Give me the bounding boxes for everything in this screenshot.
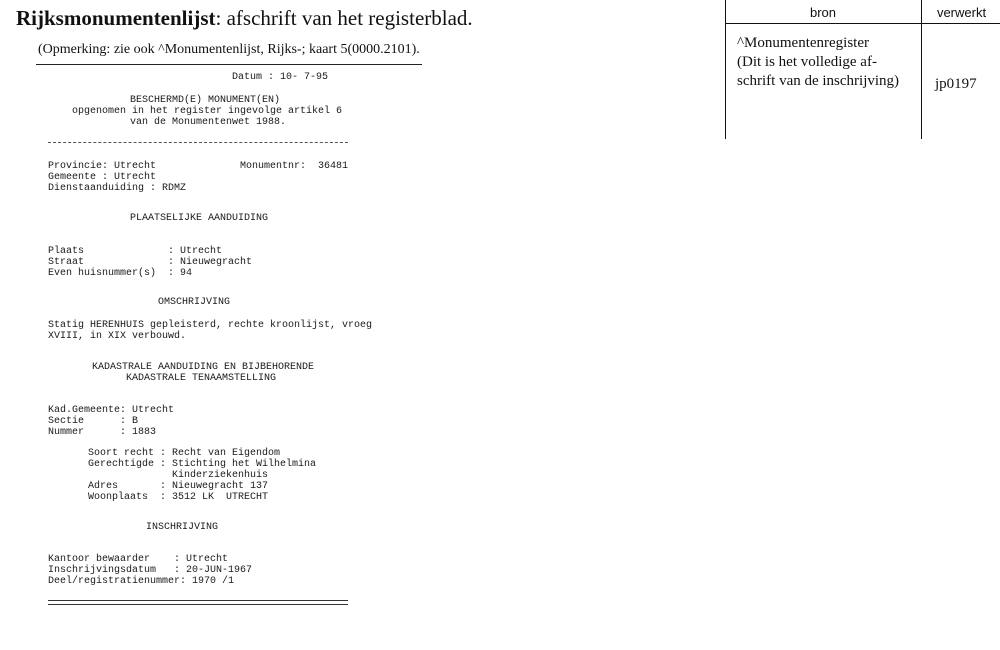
doc-gemeente: Gemeente : Utrecht	[48, 172, 157, 183]
doc-adres: Adres : Nieuwegracht 137	[88, 481, 269, 492]
doc-omschrijving-1: Statig HERENHUIS gepleisterd, rechte kroonlijst, vroeg	[48, 320, 373, 331]
doc-heading-1: BESCHERMD(E) MONUMENT(EN)	[130, 95, 281, 106]
page-title	[16, 6, 473, 31]
doc-section-plaats: PLAATSELIJKE AANDUIDING	[130, 213, 269, 224]
doc-heading-2: opgenomen in het register ingevolge artikel 6	[72, 106, 343, 117]
doc-provincie: Provincie: Utrecht	[48, 161, 157, 172]
doc-straat: Straat : Nieuwegracht	[48, 257, 253, 268]
doc-monumentnr: Monumentnr: 36481	[240, 161, 349, 172]
double-divider	[48, 600, 348, 605]
doc-section-kadastraal-2: KADASTRALE TENAAMSTELLING	[126, 373, 277, 384]
doc-dienst: Dienstaanduiding : RDMZ	[48, 183, 187, 194]
doc-deel: Deel/registratienummer: 1970 /1	[48, 576, 235, 587]
header-bron: bron	[809, 5, 837, 20]
doc-section-kadastraal-1: KADASTRALE AANDUIDING EN BIJBEHORENDE	[92, 362, 315, 373]
doc-gerechtigde-2: Kinderziekenhuis	[88, 470, 269, 481]
source-table	[725, 0, 1000, 139]
doc-omschrijving-2: XVIII, in XIX verbouwd.	[48, 331, 187, 342]
doc-huisnummer: Even huisnummer(s) : 94	[48, 268, 193, 279]
title-bold: Rijksmonumentenlijst	[16, 6, 216, 30]
bron-line-3: schrift van de inschrijving)	[737, 73, 900, 89]
doc-kantoor: Kantoor bewaarder : Utrecht	[48, 554, 229, 565]
remark-rule	[36, 64, 422, 65]
table-header-rule	[725, 23, 1000, 24]
doc-gerechtigde: Gerechtigde : Stichting het Wilhelmina	[88, 459, 317, 470]
doc-section-omschrijving: OMSCHRIJVING	[158, 297, 231, 308]
dashed-divider	[48, 142, 348, 143]
table-border-middle	[921, 0, 922, 139]
remark-text: (Opmerking: zie ook ^Monumentenlijst, Rijks-; kaart 5(0000.2101).	[38, 42, 420, 57]
doc-soort-recht: Soort recht : Recht van Eigendom	[88, 448, 281, 459]
bron-line-1: ^Monumentenregister	[737, 35, 870, 51]
verwerkt-cell: jp0197	[935, 76, 977, 92]
doc-section-inschrijving: INSCHRIJVING	[146, 522, 219, 533]
doc-kad-gemeente: Kad.Gemeente: Utrecht	[48, 405, 175, 416]
doc-inschrijvingsdatum: Inschrijvingsdatum : 20-JUN-1967	[48, 565, 253, 576]
bron-cell	[737, 34, 899, 91]
bron-line-2: (Dit is het volledige af-	[737, 54, 877, 70]
doc-plaats: Plaats : Utrecht	[48, 246, 223, 257]
title-rest: : afschrift van het registerblad.	[215, 6, 473, 30]
doc-datum: Datum : 10- 7-95	[232, 72, 329, 83]
doc-nummer: Nummer : 1883	[48, 427, 157, 438]
doc-sectie: Sectie : B	[48, 416, 139, 427]
doc-woonplaats: Woonplaats : 3512 LK UTRECHT	[88, 492, 269, 503]
doc-heading-3: van de Monumentenwet 1988.	[130, 117, 287, 128]
table-border-left	[725, 0, 726, 139]
header-verwerkt: verwerkt	[936, 5, 987, 20]
